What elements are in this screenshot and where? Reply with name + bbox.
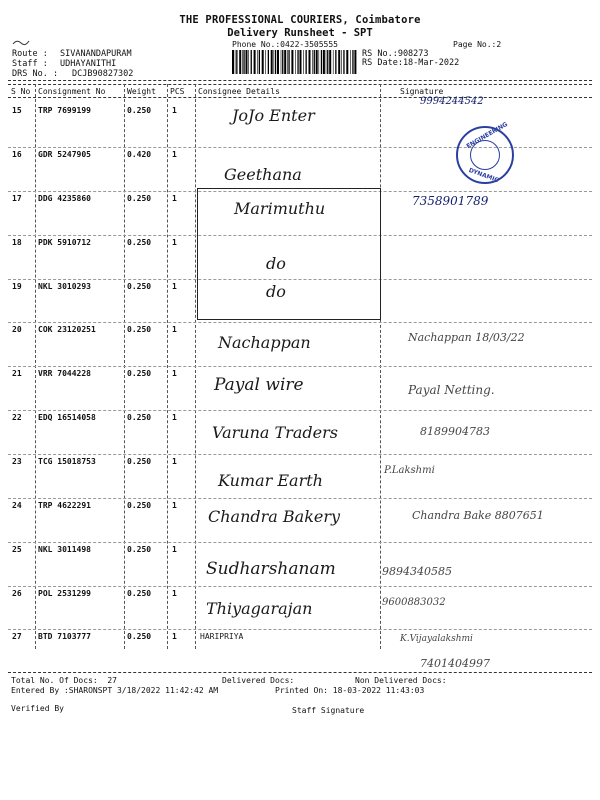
col-sno: S No <box>11 87 31 96</box>
row-consignment-no: VRR 7044228 <box>38 369 91 378</box>
barcode-bar <box>323 50 325 74</box>
row-consignment-no: DDG 4235860 <box>38 194 91 203</box>
row-sno: 15 <box>12 106 22 115</box>
row-pcs: 1 <box>172 238 177 247</box>
row-consignee: Marimuthu <box>234 199 326 218</box>
row-weight: 0.250 <box>127 501 152 510</box>
row-weight: 0.250 <box>127 589 152 598</box>
row-consignee: Varuna Traders <box>212 423 338 442</box>
barcode-bar <box>327 50 328 74</box>
row-sno: 25 <box>12 545 22 554</box>
row-divider <box>8 366 592 367</box>
row-weight: 0.250 <box>127 194 152 203</box>
row-sno: 23 <box>12 457 22 466</box>
row-consignee: Nachappan <box>218 333 311 352</box>
rs-date: RS Date:18-Mar-2022 <box>362 58 460 68</box>
row-signature: 9600883032 <box>382 597 446 608</box>
barcode-icon <box>232 50 357 74</box>
barcode-bar <box>271 50 273 74</box>
row-consignment-no: NKL 3011498 <box>38 545 91 554</box>
row-sno: 17 <box>12 194 22 203</box>
barcode-bar <box>251 50 252 74</box>
non-delivered-docs: Non Delivered Docs: <box>355 676 447 685</box>
barcode-bar <box>235 50 236 74</box>
row-consignee: Sudharshanam <box>206 559 336 579</box>
row-signature: 8189904783 <box>420 425 490 438</box>
route-label: Route : <box>12 49 48 59</box>
drs-value: DCJB90827302 <box>72 69 134 79</box>
row-sno: 19 <box>12 282 22 291</box>
row-pcs: 1 <box>172 106 177 115</box>
row-sno: 16 <box>12 150 22 159</box>
verified-by: Verified By <box>11 704 64 713</box>
barcode-bar <box>295 50 296 74</box>
row-consignee: Payal wire <box>214 375 304 395</box>
row-signature: K.Vijayalakshmi <box>400 634 473 644</box>
barcode-bar <box>333 50 334 74</box>
drs-label: DRS No. : <box>12 69 59 79</box>
barcode-bar <box>242 50 243 74</box>
row-sno: 18 <box>12 238 22 247</box>
row-divider <box>8 629 592 630</box>
printed-on: Printed On: 18-03-2022 11:43:03 <box>275 686 425 695</box>
runsheet-subtitle: Delivery Runsheet - SPT <box>227 27 373 39</box>
row-divider <box>8 542 592 543</box>
row-pcs: 1 <box>172 325 177 334</box>
barcode-bar <box>306 50 307 74</box>
row-weight: 0.420 <box>127 150 152 159</box>
row-divider <box>8 410 592 411</box>
row-pcs: 1 <box>172 369 177 378</box>
row-sno: 21 <box>12 369 22 378</box>
barcode-bar <box>254 50 256 74</box>
staff-value: UDHAYANITHI <box>60 59 117 69</box>
col-signature: Signature <box>400 87 444 96</box>
row-divider <box>8 498 592 499</box>
staff-signature: Staff Signature <box>292 706 365 715</box>
barcode-bar <box>257 50 258 74</box>
row-consignee: do <box>266 254 286 273</box>
route-line <box>12 49 132 59</box>
row-weight: 0.250 <box>127 413 152 422</box>
row-consignment-no: NKL 3010293 <box>38 282 91 291</box>
row-weight: 0.250 <box>127 238 152 247</box>
barcode-bar <box>243 50 244 74</box>
row-sno: 20 <box>12 325 22 334</box>
barcode-bar <box>284 50 286 74</box>
barcode-bar <box>262 50 264 74</box>
barcode-bar <box>265 50 266 74</box>
barcode-bar <box>341 50 342 74</box>
row-consignee: Kumar Earth <box>218 471 323 490</box>
stamp-text-bottom: DYNAMIC <box>467 166 500 185</box>
row-weight: 0.250 <box>127 457 152 466</box>
barcode-bar <box>277 50 279 74</box>
row-weight: 0.250 <box>127 325 152 334</box>
barcode-bar <box>232 50 234 74</box>
row-divider <box>8 454 592 455</box>
barcode-bar <box>282 50 283 74</box>
barcode-bar <box>314 50 315 74</box>
colhead-divider <box>8 97 592 98</box>
row-pcs: 1 <box>172 589 177 598</box>
row-pcs: 1 <box>172 150 177 159</box>
row-signature: 7358901789 <box>412 194 489 208</box>
row-pcs: 1 <box>172 457 177 466</box>
staff-line <box>12 59 116 69</box>
row-sno: 22 <box>12 413 22 422</box>
row-consignment-no: POL 2531299 <box>38 589 91 598</box>
company-stamp <box>456 120 514 185</box>
col-pcs: PCS <box>170 87 185 96</box>
col-consignment: Consignment No <box>38 87 106 96</box>
row-weight: 0.250 <box>127 282 152 291</box>
barcode-bar <box>236 50 237 74</box>
row-signature: 9894340585 <box>382 565 452 578</box>
barcode-bar <box>259 50 260 74</box>
barcode-bar <box>319 50 320 74</box>
row-consignment-no: GDR 5247905 <box>38 150 91 159</box>
row-consignment-no: PDK 5910712 <box>38 238 91 247</box>
barcode-bar <box>281 50 282 74</box>
row-sno: 27 <box>12 632 22 641</box>
phone-number: Phone No.:0422-3505555 <box>232 40 338 49</box>
row-consignee: do <box>266 282 286 301</box>
barcode-bar <box>239 50 241 74</box>
row-pcs: 1 <box>172 545 177 554</box>
row-divider <box>8 322 592 323</box>
col-consignee: Consignee Details <box>198 87 280 96</box>
extra-signature: 7401404997 <box>420 657 490 670</box>
row-consignment-no: BTD 7103777 <box>38 632 91 641</box>
row-weight: 0.250 <box>127 369 152 378</box>
barcode-bar <box>274 50 275 74</box>
row-weight: 0.250 <box>127 545 152 554</box>
staff-label: Staff : <box>12 59 48 69</box>
row-consignment-no: COK 23120251 <box>38 325 96 334</box>
row-sno: 24 <box>12 501 22 510</box>
row-consignee: Chandra Bakery <box>208 507 341 526</box>
total-docs: Total No. Of Docs: 27 <box>11 676 117 685</box>
row-consignee: Thiyagarajan <box>206 599 313 618</box>
barcode-bar <box>316 50 318 74</box>
barcode-bar <box>329 50 331 74</box>
row-consignment-no: TCG 15018753 <box>38 457 96 466</box>
barcode-bar <box>275 50 276 74</box>
drs-line <box>12 69 133 79</box>
barcode-bar <box>312 50 313 74</box>
row-sno: 26 <box>12 589 22 598</box>
barcode-bar <box>354 50 356 74</box>
barcode-bar <box>352 50 353 74</box>
barcode-bar <box>291 50 293 74</box>
footer-divider <box>8 672 592 673</box>
row-consignment-no: TRP 4622291 <box>38 501 91 510</box>
ink-scribble-icon <box>12 38 32 46</box>
row-weight: 0.250 <box>127 632 152 641</box>
row-pcs: 1 <box>172 282 177 291</box>
delivered-docs: Delivered Docs: <box>222 676 295 685</box>
row-pcs: 1 <box>172 501 177 510</box>
stamp-inner-ring <box>470 140 500 170</box>
page-number: Page No.:2 <box>453 40 502 49</box>
row-signature: P.Lakshmi <box>384 465 435 476</box>
barcode-bar <box>246 50 248 74</box>
row-signature: Chandra Bake 8807651 <box>412 509 544 522</box>
barcode-bar <box>303 50 304 74</box>
row-consignee: JoJo Enter <box>232 106 315 125</box>
barcode-bar <box>248 50 249 74</box>
route-value: SIVANANDAPURAM <box>60 49 132 59</box>
barcode-bar <box>297 50 298 74</box>
row-consignee: Geethana <box>224 165 302 184</box>
barcode-bar <box>287 50 288 74</box>
barcode-bar <box>300 50 302 74</box>
barcode-bar <box>268 50 269 74</box>
barcode-bar <box>326 50 327 74</box>
row-consignment-no: EDQ 16514058 <box>38 413 96 422</box>
barcode-bar <box>321 50 322 74</box>
barcode-bar <box>288 50 289 74</box>
row-pcs: 1 <box>172 632 177 641</box>
row-pcs: 1 <box>172 413 177 422</box>
barcode-bar <box>338 50 340 74</box>
row-weight: 0.250 <box>127 106 152 115</box>
barcode-bar <box>350 50 351 74</box>
header-divider-2 <box>8 84 592 85</box>
col-weight: Weight <box>127 87 156 96</box>
header-divider <box>8 80 592 81</box>
handwritten-box <box>197 188 381 320</box>
row-signature: Nachappan 18/03/22 <box>408 331 525 344</box>
barcode-bar <box>309 50 311 74</box>
row-signature: 9994244542 <box>420 96 484 107</box>
row-signature: Payal Netting. <box>408 383 495 397</box>
barcode-bar <box>343 50 344 74</box>
runsheet-title: THE PROFESSIONAL COURIERS, Coimbatore <box>179 14 421 26</box>
row-consignee: HARIPRIYA <box>200 632 244 641</box>
stamp-text-top: ENGINEERING <box>465 120 509 151</box>
barcode-bar <box>335 50 336 74</box>
rs-number: RS No.:908273 <box>362 49 429 59</box>
row-consignment-no: TRP 7699199 <box>38 106 91 115</box>
barcode-bar <box>346 50 348 74</box>
entered-by: Entered By :SHARONSPT 3/18/2022 11:42:42 AM <box>11 686 219 695</box>
row-pcs: 1 <box>172 194 177 203</box>
row-divider <box>8 586 592 587</box>
